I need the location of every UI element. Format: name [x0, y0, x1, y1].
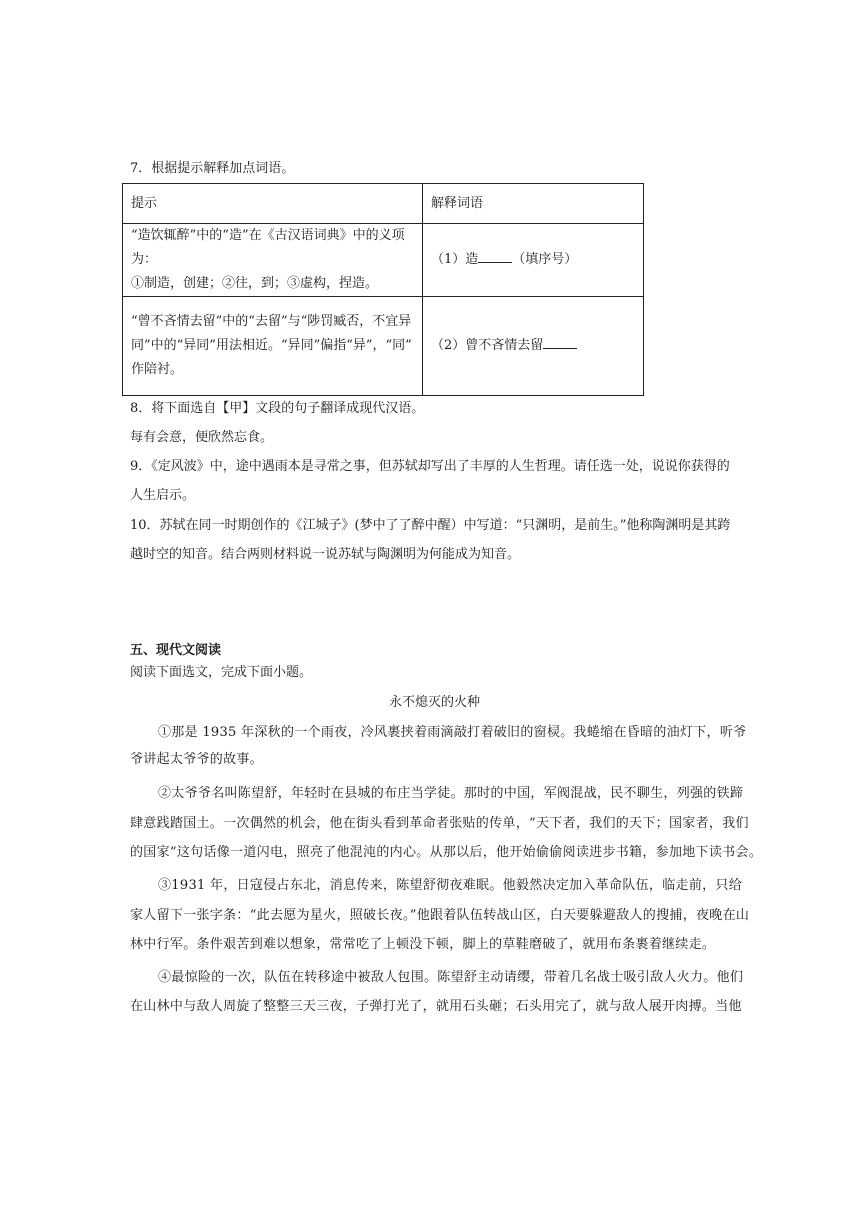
- paragraph-1-line-2: 爷讲起太爷爷的故事。: [130, 752, 264, 767]
- q9-line1: 9．《定风波》中，途中遇雨本是寻常之事，但苏轼却写出了丰厚的人生哲理。请任选一处，说说你获得的: [130, 459, 730, 474]
- hint-table: [122, 183, 644, 396]
- row1-answer-prefix: （1）造: [431, 252, 479, 267]
- paragraph-3-line-3: 林中行军。条件艰苦到难以想象，常常吃了上顿没下顿，脚上的草鞋磨破了，就用布条裹着继续走。: [130, 937, 716, 952]
- paragraph-1-line-1: ①那是 1935 年深秋的一个雨夜，冷风裹挟着雨滴敲打着破旧的窗棂。我蜷缩在昏暗的油灯下，听爷: [158, 725, 747, 740]
- table-row: [123, 297, 644, 396]
- row1-answer: [423, 224, 644, 297]
- story-title: 永不熄灭的火种: [389, 695, 481, 710]
- paragraph-2-line-2: 肆意践踏国土。一次偶然的机会，他在街头看到革命者张贴的传单，“天下者，我们的天下；国家者，我们: [130, 816, 749, 831]
- answer-blank-1[interactable]: [478, 248, 512, 263]
- paragraph-4-line-2: 在山林中与敌人周旋了整整三天三夜，子弹打光了，就用石头砸；石头用完了，就与敌人展开肉搏。当他: [130, 999, 742, 1014]
- row2-hint-line3: 作陪衬。: [131, 362, 184, 377]
- table-row: [123, 224, 644, 297]
- paragraph-2-line-1: ②太爷爷名叫陈望舒，年轻时在县城的布庄当学徒。那时的中国，军阀混战，民不聊生，列强的铁蹄: [158, 786, 744, 801]
- q8-line1: 8．将下面选自【甲】文段的句子翻译成现代汉语。: [130, 401, 425, 416]
- row2-answer-prefix: （2）曾不吝情去留: [431, 338, 544, 353]
- row1-hint-line2: ①制造，创建；②往，到；③虚构，捏造。: [131, 276, 379, 291]
- row2-hint-line2: 同”中的“异同”用法相近。“异同”偏指“异”，“同”: [131, 338, 412, 353]
- paragraph-4-line-1: ④最惊险的一次，队伍在转移途中被敌人包围。陈望舒主动请缨，带着几名战士吸引敌人火力。他们: [158, 970, 744, 985]
- table-header-explain: 解释词语: [423, 184, 644, 224]
- section-instruction: 阅读下面选文，完成下面小题。: [130, 665, 313, 680]
- row2-hint: [123, 297, 423, 396]
- row1-hint: [123, 224, 423, 297]
- answer-blank-2[interactable]: [543, 334, 577, 349]
- row2-hint-line1: “曾不吝情去留”中的“去留”与“陟罚臧否，不宜异: [131, 314, 412, 329]
- section-heading: 五、现代文阅读: [130, 643, 222, 658]
- table-header-hint: 提示: [123, 184, 423, 224]
- table-header-row: [123, 184, 644, 224]
- q7-title: 7．根据提示解释加点词语。: [130, 161, 295, 176]
- row1-answer-suffix: （填序号）: [512, 252, 578, 267]
- paragraph-2-line-3: 的国家”这句话像一道闪电，照亮了他混沌的内心。从那以后，他开始偷偷阅读进步书籍，参加地下读书会。: [130, 845, 763, 860]
- row1-hint-line1: “造饮辄醉”中的“造”在《古汉语词典》中的义项为：: [131, 228, 405, 267]
- q10-line1: 10．苏轼在同一时期创作的《江城子》(梦中了了醉中醒）中写道：“只渊明，是前生。”他称陶渊明是其跨: [130, 518, 731, 533]
- paragraph-3-line-2: 家人留下一张字条：“此去愿为星火，照破长夜。”他跟着队伍转战山区，白天要躲避敌人的搜捕，夜晚在山: [130, 908, 750, 923]
- q9-line2: 人生启示。: [130, 488, 196, 503]
- paragraph-3-line-1: ③1931 年，日寇侵占东北，消息传来，陈望舒彻夜难眠。他毅然决定加入革命队伍，临走前，只给: [158, 878, 743, 893]
- q10-line2: 越时空的知音。结合两则材料说一说苏轼与陶渊明为何能成为知音。: [130, 547, 521, 562]
- q8-line2: 每有会意，便欣然忘食。: [130, 430, 274, 445]
- row2-answer: [423, 297, 644, 396]
